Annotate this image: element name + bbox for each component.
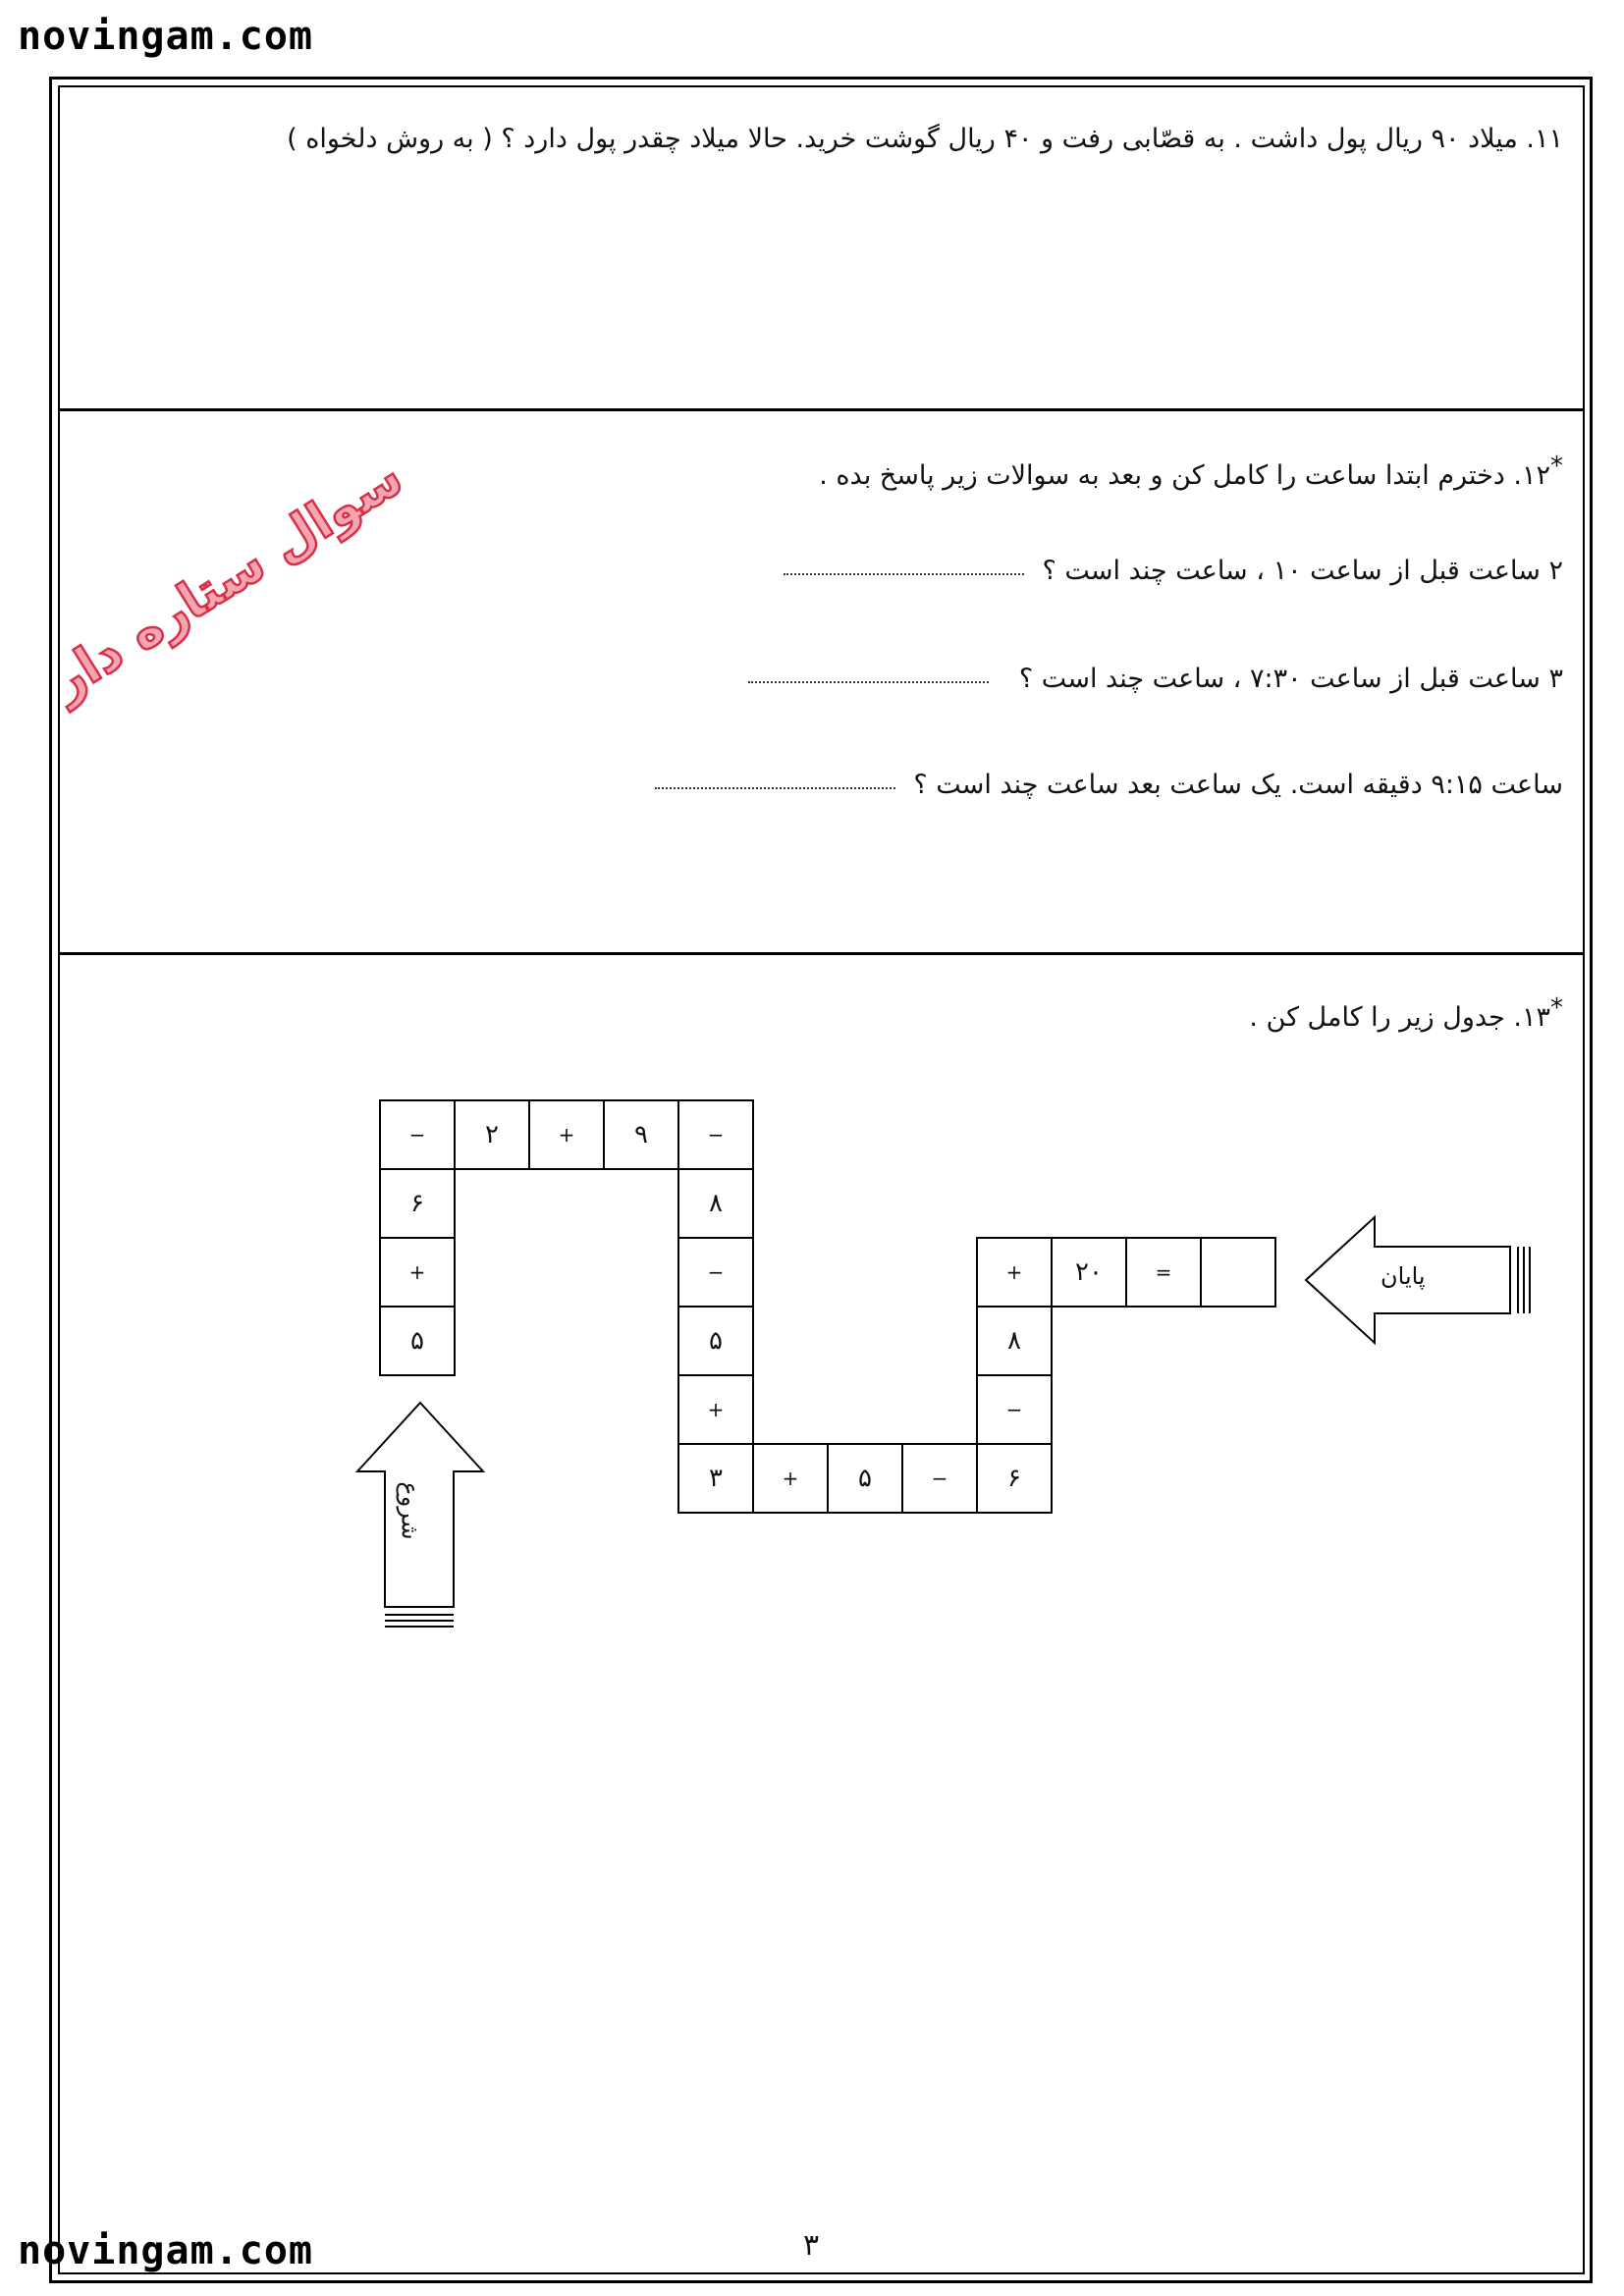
puzzle-cell: ۲ — [454, 1099, 530, 1170]
question-11-text: ۱۱. میلاد ۹۰ ریال پول داشت . به قصّابی رفت و ۴۰ ریال گوشت خرید. حالا میلاد چقدر پول دارد ؟ ( به روش دلخواه ) — [287, 124, 1563, 154]
question-13-text: ۱۳. جدول زیر را کامل کن . — [1249, 1002, 1550, 1033]
brand-logo-bottom: novingam.com — [18, 2228, 313, 2273]
puzzle-cell: − — [976, 1374, 1053, 1445]
section-divider — [58, 952, 1585, 955]
puzzle-cell: − — [901, 1443, 978, 1514]
question-13-heading — [1249, 993, 1563, 1033]
star-marker: * — [1550, 452, 1563, 481]
puzzle-cell: + — [752, 1443, 829, 1514]
puzzle-cell: ۶ — [379, 1168, 456, 1239]
puzzle-cell: ۶ — [976, 1443, 1053, 1514]
puzzle-cell: − — [677, 1099, 754, 1170]
puzzle-cell: + — [379, 1237, 456, 1308]
puzzle-cell: ۵ — [379, 1306, 456, 1376]
brand-logo-top: novingam.com — [18, 14, 313, 59]
question-12-line-3 — [655, 770, 1563, 800]
puzzle-cell: + — [677, 1374, 754, 1445]
stamp-text: سوال ستاره دار — [40, 448, 413, 712]
question-12-heading — [819, 452, 1563, 491]
puzzle-cell: ۸ — [976, 1306, 1053, 1376]
page-frame-inner — [58, 85, 1585, 2274]
puzzle-cell: ۳ — [677, 1443, 754, 1514]
puzzle-cell-answer[interactable] — [1200, 1237, 1276, 1308]
puzzle-cell: ۸ — [677, 1168, 754, 1239]
puzzle-cell: ۹ — [603, 1099, 679, 1170]
starred-question-stamp — [40, 448, 413, 712]
answer-blank[interactable] — [748, 677, 989, 683]
puzzle-cell: − — [677, 1237, 754, 1308]
puzzle-cell: = — [1125, 1237, 1202, 1308]
puzzle-cell: ۵ — [677, 1306, 754, 1376]
puzzle-cell: + — [976, 1237, 1053, 1308]
question-12-text: ۱۲. دخترم ابتدا ساعت را کامل کن و بعد به سوالات زیر پاسخ بده . — [819, 460, 1550, 491]
star-marker: * — [1550, 993, 1563, 1023]
answer-blank[interactable] — [655, 783, 895, 789]
puzzle-cell: ۵ — [827, 1443, 903, 1514]
question-12-line-text: ساعت ۹:۱۵ دقیقه است. یک ساعت بعد ساعت چند است ؟ — [913, 770, 1563, 800]
question-12-line-text: ۲ ساعت قبل از ساعت ۱۰ ، ساعت چند است ؟ — [1042, 556, 1563, 586]
puzzle-cell: − — [379, 1099, 456, 1170]
puzzle-cell: ۲۰ — [1051, 1237, 1127, 1308]
answer-blank[interactable] — [784, 569, 1024, 575]
question-12-line-text: ۳ ساعت قبل از ساعت ۷:۳۰ ، ساعت چند است ؟ — [1018, 664, 1563, 694]
puzzle-cell: + — [528, 1099, 605, 1170]
start-label: شروع — [396, 1481, 424, 1540]
page-number: ۳ — [803, 2228, 820, 2263]
section-divider — [58, 408, 1585, 411]
end-label: پایان — [1380, 1262, 1426, 1290]
question-12-line-2 — [748, 664, 1563, 694]
question-12-line-1 — [784, 556, 1563, 586]
